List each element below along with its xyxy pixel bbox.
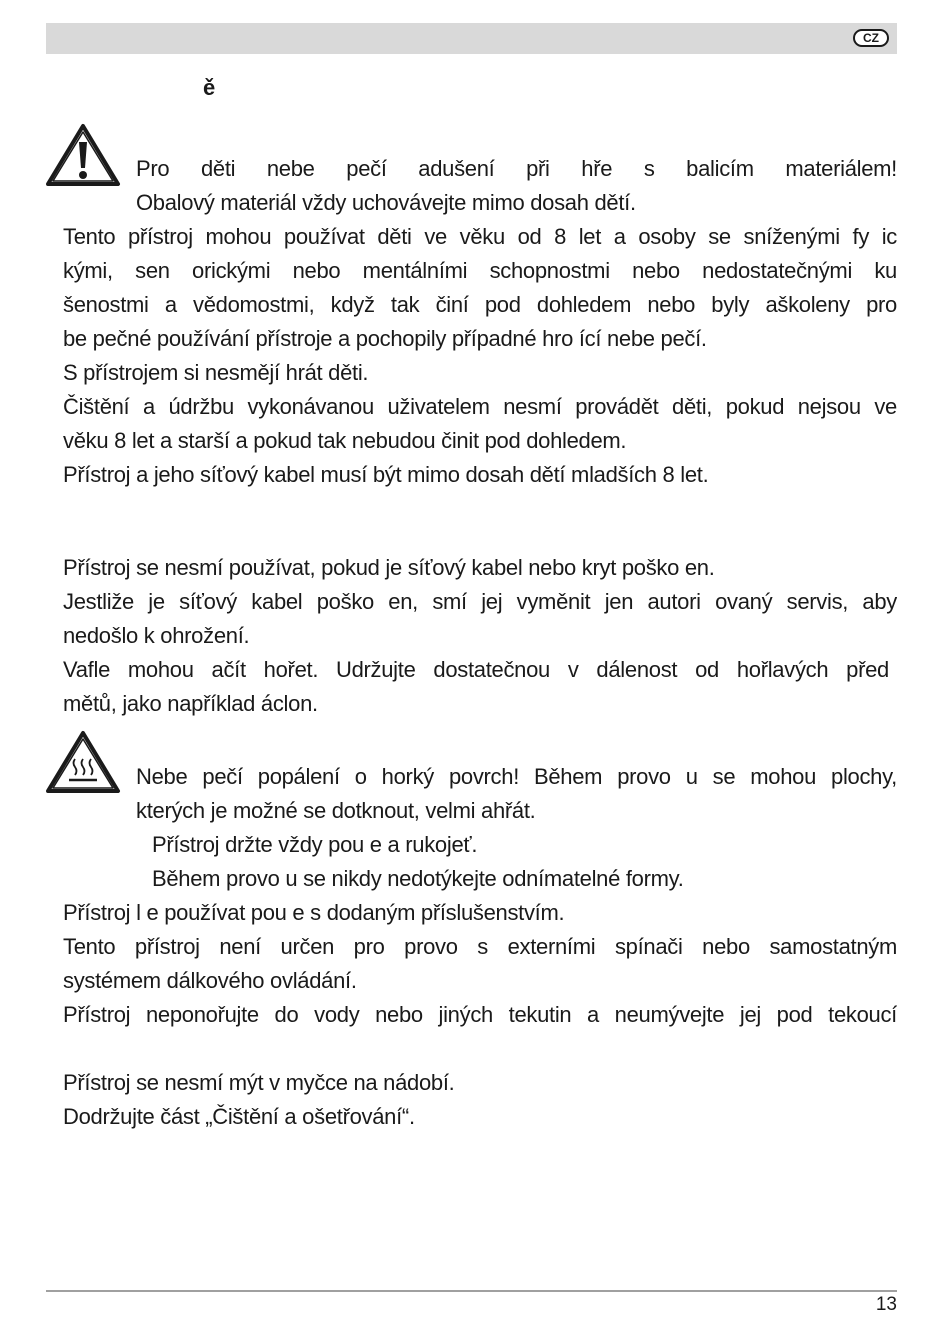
text-line: Přístroj a jeho síťový kabel musí být mimo dosah dětí mladších 8 let. xyxy=(63,462,709,487)
text-line: Během provo u se nikdy nedotýkejte odnímatelné formy. xyxy=(152,866,684,891)
text-line: Tento přístroj mohou používat děti ve věku od 8 let a osoby se sníženými fy ic xyxy=(63,224,897,249)
text-line: věku 8 let a starší a pokud tak nebudou činit pod dohledem. xyxy=(63,428,627,453)
text-line: S přístrojem si nesmějí hrát děti. xyxy=(63,360,369,385)
text-line: Tento přístroj není určen pro provo s externími spínači nebo samostatným xyxy=(63,934,897,959)
text-line: šenostmi a vědomostmi, když tak činí pod dohledem nebo byly aškoleny pro xyxy=(63,292,897,317)
text-line: Obalový materiál vždy uchovávejte mimo dosah dětí. xyxy=(136,190,636,215)
text-line: be pečné používání přístroje a pochopily případné hro ící nebe pečí. xyxy=(63,326,707,351)
text-line: Přístroj se nesmí používat, pokud je síťový kabel nebo kryt poško en. xyxy=(63,555,715,580)
text-line: Dodržujte část „Čištění a ošetřování“. xyxy=(63,1104,415,1129)
footer-rule xyxy=(46,1290,897,1292)
text-line: Přístroj l e používat pou e s dodaným příslušenstvím. xyxy=(63,900,565,925)
text-line: Přístroj neponořujte do vody nebo jiných tekutin a neumývejte jej pod tekoucí xyxy=(63,1002,897,1027)
header-bar xyxy=(46,23,897,54)
text-line: nedošlo k ohrožení. xyxy=(63,623,250,648)
text-line: mětů, jako například áclon. xyxy=(63,691,318,716)
text-line: Nebe pečí popálení o horký povrch! Během provo u se mohou plochy, xyxy=(136,764,897,789)
text-line: Přístroj se nesmí mýt v myčce na nádobí. xyxy=(63,1070,455,1095)
text-line: kými, sen orickými nebo mentálními schopnostmi nebo nedostatečnými ku xyxy=(63,258,897,283)
page-number: 13 xyxy=(875,1294,897,1315)
text-line: Přístroj držte vždy pou e a rukojeť. xyxy=(152,832,478,857)
text-line: systémem dálkového ovládání. xyxy=(63,968,357,993)
text-line: Vafle mohou ačít hořet. Udržujte dostatečnou v dálenost od hořlavých před xyxy=(63,657,889,682)
text-line: kterých je možné se dotknout, velmi ahřát. xyxy=(136,798,536,823)
section-heading: ě xyxy=(203,75,216,100)
warning-triangle-icon xyxy=(45,122,121,188)
hot-surface-icon xyxy=(45,729,121,795)
text-line: Čištění a údržbu vykonávanou uživatelem nesmí provádět děti, pokud nejsou ve xyxy=(63,394,897,419)
text-line: Pro děti nebe pečí adušení při hře s balicím materiálem! xyxy=(136,156,897,181)
text-line: Jestliže je síťový kabel poško en, smí jej vyměnit jen autori ovaný servis, aby xyxy=(63,589,897,614)
language-badge: CZ xyxy=(853,29,889,47)
